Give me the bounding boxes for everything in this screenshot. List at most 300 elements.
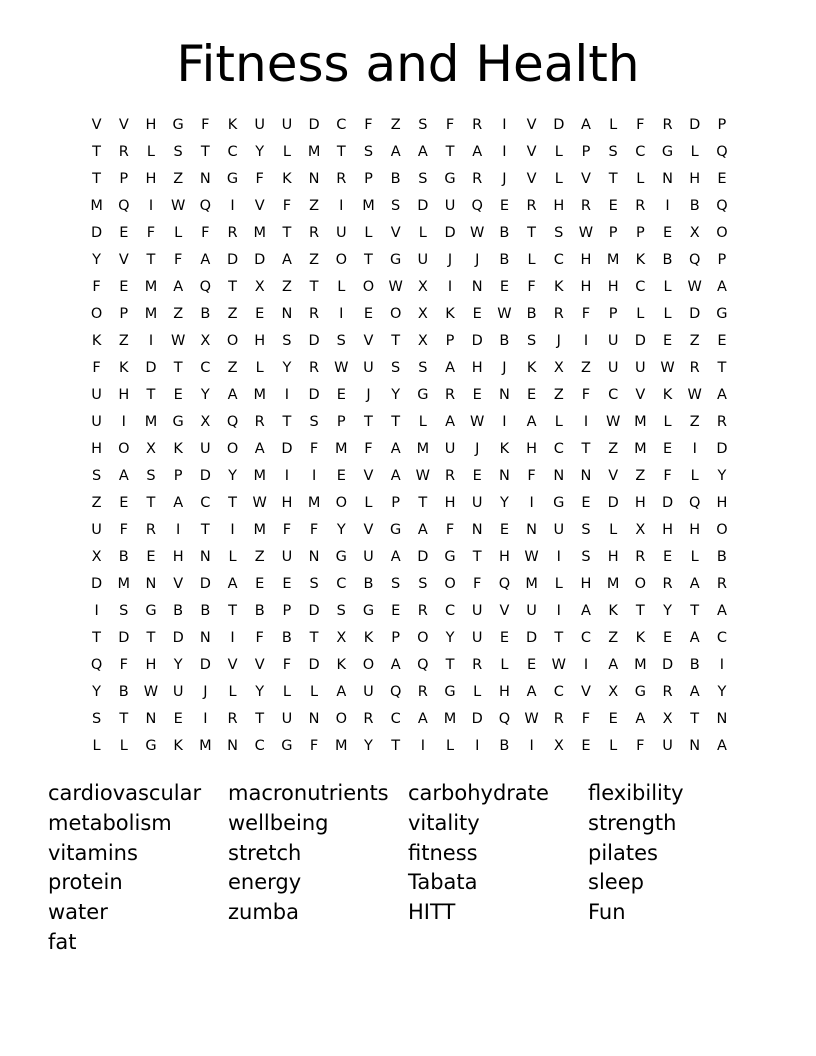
grid-letter: F — [636, 737, 645, 754]
grid-letter: P — [445, 332, 455, 349]
grid-letter: A — [526, 413, 537, 430]
grid-letter: T — [309, 278, 319, 295]
grid-letter: X — [91, 548, 102, 565]
grid-letter: M — [253, 467, 266, 484]
grid-letter: G — [634, 683, 646, 700]
grid-letter: U — [200, 440, 211, 457]
grid-letter: M — [117, 575, 131, 592]
grid-letter: O — [118, 440, 130, 457]
grid-letter: U — [91, 521, 102, 538]
grid-letter: A — [281, 251, 292, 268]
grid-letter: Y — [364, 737, 373, 754]
grid-letter: K — [363, 629, 374, 646]
grid-letter: V — [581, 170, 591, 187]
word-list-item: pilates — [588, 840, 658, 865]
grid-letter: H — [689, 170, 701, 187]
grid-letter: M — [307, 494, 321, 511]
grid-letter: A — [635, 710, 646, 727]
grid-letter: L — [418, 224, 427, 241]
grid-letter: B — [499, 737, 510, 754]
grid-letter: T — [119, 710, 129, 727]
grid-row — [83, 678, 737, 705]
grid-letter: G — [444, 683, 456, 700]
grid-letter: B — [689, 656, 700, 673]
grid-letter: J — [502, 359, 507, 376]
grid-letter: E — [608, 710, 618, 727]
grid-letter: Q — [199, 197, 212, 214]
grid-letter: A — [608, 656, 619, 673]
grid-letter: G — [390, 251, 402, 268]
grid-letter: O — [335, 494, 347, 511]
grid-letter: I — [665, 197, 670, 214]
grid-letter: P — [364, 170, 373, 187]
grid-letter: L — [310, 683, 319, 700]
grid-letter: M — [144, 305, 158, 322]
grid-letter: R — [635, 548, 646, 565]
grid-letter: Z — [173, 305, 184, 322]
grid-letter: A — [227, 575, 238, 592]
grid-letter: A — [173, 494, 184, 511]
grid-letter: V — [363, 332, 374, 349]
grid-letter: G — [145, 737, 157, 754]
grid-letter: F — [581, 386, 591, 403]
grid-letter: W — [170, 332, 186, 349]
grid-letter: L — [609, 737, 618, 754]
grid-letter: L — [174, 224, 183, 241]
grid-letter: L — [527, 251, 536, 268]
grid-letter: Y — [336, 521, 346, 538]
grid-letter: Q — [716, 197, 728, 214]
word-list-item: zumba — [228, 900, 299, 925]
grid-letter: L — [636, 170, 645, 187]
grid-letter: C — [608, 386, 619, 403]
grid-letter: O — [716, 521, 728, 538]
grid-letter: E — [472, 305, 482, 322]
grid-letter: E — [255, 305, 265, 322]
grid-row — [83, 111, 737, 138]
grid-letter: P — [173, 467, 183, 484]
grid-letter: D — [172, 629, 184, 646]
grid-letter: E — [662, 224, 673, 241]
word-list-item: Fun — [588, 900, 626, 925]
grid-letter: G — [172, 413, 184, 430]
grid-letter: L — [337, 278, 346, 295]
word-list-item: protein — [48, 870, 123, 895]
grid-letter: A — [200, 251, 211, 268]
grid-letter: D — [308, 116, 320, 133]
grid-row — [83, 273, 737, 300]
grid-letter: F — [527, 467, 536, 484]
grid-letter: I — [583, 332, 589, 349]
grid-letter: C — [553, 683, 564, 700]
grid-letter: C — [336, 575, 347, 592]
grid-letter: L — [690, 143, 699, 160]
grid-letter: T — [527, 224, 537, 241]
grid-letter: E — [119, 224, 129, 241]
grid-letter: C — [200, 359, 211, 376]
grid-letter: S — [418, 170, 428, 187]
grid-letter: B — [689, 197, 700, 214]
grid-letter: M — [443, 710, 457, 727]
grid-letter: P — [391, 494, 401, 511]
grid-letter: I — [148, 197, 154, 214]
grid-letter: L — [554, 575, 563, 592]
grid-letter: G — [553, 494, 565, 511]
grid-letter: K — [526, 359, 537, 376]
grid-letter: I — [556, 548, 561, 565]
grid-letter: G — [172, 116, 184, 133]
grid-letter: E — [608, 197, 618, 214]
grid-letter: H — [444, 494, 456, 511]
grid-letter: Q — [118, 197, 130, 214]
grid-letter: Z — [227, 305, 238, 322]
grid-letter: X — [608, 683, 619, 700]
grid-letter: G — [145, 602, 157, 619]
grid-letter: N — [716, 710, 728, 727]
grid-letter: F — [364, 116, 373, 133]
grid-letter: Z — [173, 170, 184, 187]
grid-letter: F — [445, 116, 455, 133]
grid-letter: T — [92, 629, 102, 646]
grid-letter: F — [92, 359, 101, 376]
grid-letter: Z — [91, 494, 102, 511]
grid-letter: E — [717, 170, 727, 187]
grid-letter: U — [635, 359, 646, 376]
grid-letter: K — [336, 656, 347, 673]
grid-letter: N — [662, 170, 673, 187]
word-list-item: vitamins — [48, 840, 138, 865]
grid-letter: W — [524, 710, 539, 727]
grid-letter: L — [228, 548, 237, 565]
grid-letter: E — [662, 332, 673, 349]
grid-letter: U — [553, 521, 565, 538]
grid-letter: M — [634, 413, 647, 430]
grid-letter: U — [607, 332, 619, 349]
grid-letter: L — [255, 359, 264, 376]
grid-letter: E — [499, 629, 509, 646]
grid-letter: E — [363, 305, 374, 322]
grid-letter: I — [583, 656, 589, 673]
grid-letter: A — [390, 548, 401, 565]
grid-letter: Y — [663, 602, 672, 619]
grid-letter: B — [499, 224, 510, 241]
grid-letter: W — [470, 413, 485, 430]
grid-letter: X — [417, 305, 428, 322]
grid-letter: I — [203, 710, 208, 727]
grid-letter: C — [635, 278, 646, 295]
grid-letter: D — [689, 305, 701, 322]
grid-letter: W — [470, 224, 485, 241]
grid-letter: S — [581, 548, 591, 565]
grid-letter: F — [309, 521, 319, 538]
grid-row — [83, 570, 737, 597]
grid-letter: M — [634, 440, 647, 457]
grid-letter: F — [201, 224, 210, 241]
grid-letter: H — [172, 548, 184, 565]
grid-row — [83, 219, 737, 246]
grid-letter: N — [526, 521, 538, 538]
grid-letter: W — [334, 359, 349, 376]
grid-letter: J — [475, 251, 480, 268]
grid-letter: Q — [199, 278, 212, 295]
grid-letter: U — [607, 359, 619, 376]
grid-letter: G — [661, 143, 674, 160]
grid-letter: T — [228, 278, 237, 295]
grid-letter: I — [692, 440, 697, 457]
grid-letter: T — [282, 224, 292, 241]
grid-letter: F — [119, 656, 128, 673]
grid-letter: I — [284, 467, 290, 484]
grid-row — [83, 408, 737, 435]
grid-row — [83, 165, 737, 192]
grid-letter: C — [254, 737, 265, 754]
grid-letter: Y — [282, 359, 292, 376]
grid-letter: N — [199, 170, 211, 187]
grid-letter: S — [119, 602, 129, 619]
grid-letter: P — [119, 170, 129, 187]
grid-letter: W — [605, 413, 621, 430]
word-list-item: energy — [228, 870, 302, 895]
grid-row — [83, 462, 737, 489]
grid-letter: M — [606, 251, 620, 268]
grid-letter: Y — [717, 467, 727, 484]
grid-letter: J — [502, 170, 507, 187]
grid-letter: D — [308, 656, 320, 673]
word-list-item: vitality — [408, 810, 480, 835]
grid-letter: V — [363, 467, 374, 484]
grid-letter: W — [524, 548, 539, 565]
grid-letter: I — [502, 116, 507, 133]
grid-letter: S — [91, 467, 102, 484]
grid-letter: A — [689, 683, 700, 700]
grid-letter: D — [661, 494, 674, 511]
grid-letter: H — [498, 683, 510, 700]
grid-letter: T — [200, 521, 210, 538]
grid-letter: R — [662, 683, 673, 700]
grid-letter: R — [254, 413, 265, 430]
grid-row — [83, 300, 737, 327]
grid-letter: N — [498, 467, 510, 484]
grid-letter: D — [607, 494, 619, 511]
grid-letter: S — [173, 143, 183, 160]
grid-letter: W — [551, 656, 566, 673]
grid-letter: K — [227, 116, 238, 133]
grid-letter: G — [335, 548, 347, 565]
grid-letter: N — [471, 521, 483, 538]
grid-letter: N — [281, 305, 293, 322]
grid-letter: A — [581, 116, 591, 133]
grid-letter: T — [146, 629, 156, 646]
grid-letter: E — [527, 386, 537, 403]
grid-letter: L — [228, 683, 237, 700]
grid-row — [83, 327, 737, 354]
grid-letter: N — [308, 548, 320, 565]
grid-letter: O — [335, 710, 347, 727]
grid-letter: D — [526, 629, 538, 646]
grid-letter: P — [717, 251, 727, 268]
grid-letter: Q — [498, 575, 511, 592]
grid-letter: W — [687, 386, 702, 403]
grid-letter: U — [281, 116, 293, 133]
grid-letter: D — [145, 359, 157, 376]
grid-letter: X — [635, 521, 646, 538]
word-list-item: sleep — [588, 870, 644, 895]
grid-letter: S — [391, 575, 401, 592]
grid-letter: A — [390, 143, 401, 160]
grid-letter: V — [173, 575, 184, 592]
grid-letter: I — [311, 467, 317, 484]
grid-letter: L — [445, 737, 455, 754]
grid-letter: R — [145, 521, 156, 538]
grid-letter: J — [447, 251, 453, 268]
grid-letter: G — [417, 386, 429, 403]
grid-letter: E — [173, 386, 183, 403]
grid-letter: M — [90, 197, 103, 214]
grid-letter: X — [553, 359, 564, 376]
grid-letter: H — [91, 440, 103, 457]
grid-letter: C — [553, 440, 564, 457]
grid-letter: C — [553, 251, 564, 268]
grid-letter: H — [580, 575, 592, 592]
grid-letter: I — [420, 737, 425, 754]
grid-letter: S — [309, 575, 319, 592]
grid-letter: L — [636, 305, 645, 322]
grid-letter: Y — [499, 494, 509, 511]
grid-letter: A — [336, 683, 347, 700]
grid-letter: Q — [226, 413, 239, 430]
grid-letter: A — [173, 278, 184, 295]
grid-letter: Y — [92, 683, 102, 700]
grid-letter: V — [91, 116, 102, 133]
grid-letter: V — [499, 602, 510, 619]
word-list-item: macronutrients — [228, 781, 389, 805]
grid-letter: S — [336, 332, 346, 349]
grid-letter: M — [144, 413, 158, 430]
grid-letter: D — [118, 629, 130, 646]
grid-letter: Z — [689, 332, 700, 349]
grid-letter: L — [663, 278, 672, 295]
grid-letter: E — [499, 278, 509, 295]
grid-letter: L — [663, 305, 672, 322]
grid-letter: A — [417, 143, 428, 160]
grid-letter: T — [581, 440, 591, 457]
grid-row — [83, 354, 737, 381]
grid-letter: D — [444, 224, 456, 241]
grid-letter: J — [556, 332, 561, 349]
grid-letter: R — [662, 116, 673, 133]
grid-letter: T — [282, 413, 292, 430]
grid-letter: W — [388, 278, 403, 295]
grid-letter: M — [416, 440, 430, 457]
grid-letter: Q — [471, 197, 483, 214]
grid-letter: E — [336, 386, 346, 403]
grid-letter: H — [580, 251, 592, 268]
grid-letter: B — [526, 305, 537, 322]
grid-letter: G — [716, 305, 728, 322]
grid-letter: T — [472, 548, 482, 565]
grid-letter: U — [91, 386, 102, 403]
grid-letter: L — [554, 413, 563, 430]
grid-row — [83, 138, 737, 165]
grid-letter: M — [634, 656, 647, 673]
grid-letter: B — [200, 602, 211, 619]
grid-letter: H — [607, 548, 619, 565]
grid-letter: R — [309, 305, 320, 322]
grid-letter: S — [309, 413, 319, 430]
grid-letter: Y — [228, 467, 237, 484]
grid-letter: E — [527, 656, 537, 673]
grid-letter: Z — [689, 413, 700, 430]
grid-letter: M — [144, 278, 158, 295]
grid-letter: L — [554, 170, 563, 187]
grid-letter: R — [472, 116, 483, 133]
grid-letter: H — [634, 494, 646, 511]
grid-letter: V — [118, 116, 129, 133]
letter-grid — [83, 111, 737, 759]
grid-letter: R — [227, 224, 238, 241]
grid-letter: Y — [173, 656, 183, 673]
word-list-item: Tabata — [408, 870, 478, 895]
grid-letter: X — [662, 710, 673, 727]
grid-letter: X — [200, 332, 211, 349]
grid-letter: Y — [445, 629, 455, 646]
grid-letter: E — [662, 629, 673, 646]
grid-letter: Y — [92, 251, 102, 268]
grid-letter: E — [662, 440, 673, 457]
grid-letter: V — [254, 656, 265, 673]
grid-letter: M — [253, 521, 266, 538]
grid-letter: X — [146, 440, 156, 457]
grid-letter: L — [500, 656, 509, 673]
grid-letter: A — [472, 143, 483, 160]
grid-letter: C — [390, 710, 401, 727]
grid-letter: T — [717, 359, 727, 376]
grid-letter: M — [199, 737, 212, 754]
grid-letter: W — [143, 683, 159, 700]
grid-letter: F — [255, 629, 264, 646]
grid-letter: M — [362, 197, 375, 214]
word-list-item: water — [48, 900, 108, 925]
grid-letter: E — [499, 521, 509, 538]
grid-letter: K — [173, 737, 183, 754]
grid-letter: N — [471, 278, 483, 295]
grid-letter: H — [118, 386, 130, 403]
grid-letter: E — [581, 494, 591, 511]
grid-letter: I — [529, 737, 534, 754]
grid-letter: Z — [118, 332, 129, 349]
grid-letter: C — [227, 143, 238, 160]
grid-letter: N — [199, 629, 211, 646]
grid-letter: D — [553, 116, 565, 133]
grid-letter: D — [417, 548, 429, 565]
grid-letter: V — [526, 170, 537, 187]
grid-letter: J — [475, 440, 480, 457]
grid-letter: R — [309, 359, 320, 376]
grid-letter: I — [502, 413, 507, 430]
grid-letter: I — [94, 602, 99, 619]
grid-letter: T — [92, 170, 102, 187]
grid-letter: O — [90, 305, 103, 322]
grid-letter: Z — [309, 197, 320, 214]
grid-letter: U — [444, 440, 456, 457]
grid-letter: I — [284, 386, 290, 403]
grid-letter: V — [254, 197, 265, 214]
grid-letter: D — [308, 332, 320, 349]
grid-letter: C — [580, 629, 592, 646]
grid-letter: D — [199, 656, 211, 673]
grid-letter: U — [444, 197, 456, 214]
grid-letter: E — [255, 575, 265, 592]
